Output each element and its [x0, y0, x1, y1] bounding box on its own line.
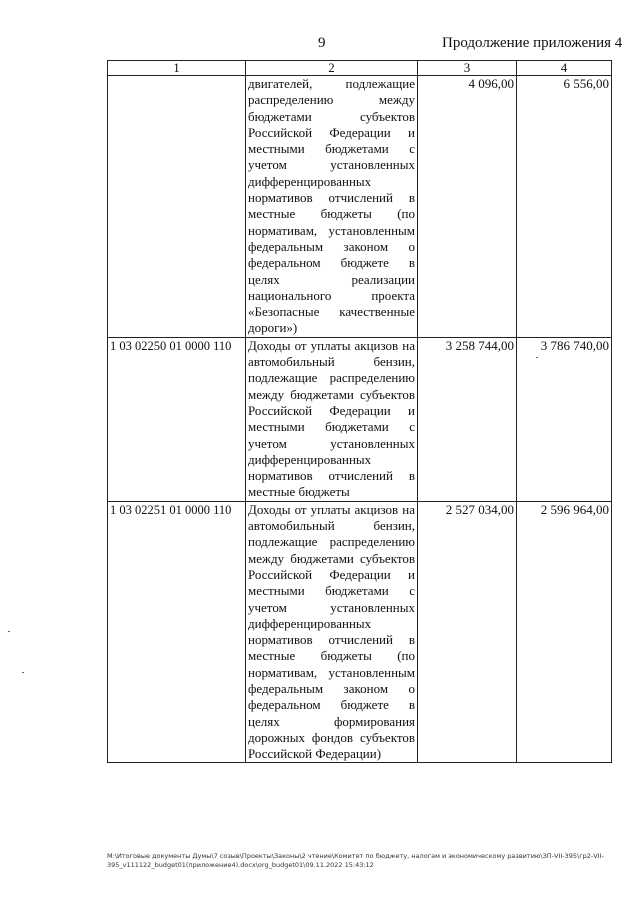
row-description: Доходы от уплаты акцизов на автомобильный бензин, подлежащие распределению между бюджетами субъектов Российской Федерации и местными бюджетами с учетом установленных дифференцированных нормативов отчислений в местные бюджеты (по нормативам, установленным федеральным законом о федеральном бюджете в целях формирования дорожных фондов субъектов Российской Федерации) — [246, 501, 418, 763]
row-value-3: 2 527 034,00 — [418, 501, 517, 763]
row-value-3: 4 096,00 — [418, 76, 517, 338]
scan-speck — [536, 357, 538, 358]
table-header-row — [108, 61, 612, 76]
table-row — [108, 337, 612, 501]
row-value-4: 6 556,00 — [517, 76, 612, 338]
table-row — [108, 76, 612, 338]
table-row — [108, 501, 612, 763]
row-value-4: 3 786 740,00 — [517, 337, 612, 501]
column-header-3: 3 — [418, 61, 517, 76]
row-description: двигателей, подлежащие распределению между бюджетами субъектов Российской Федерации и местными бюджетами с учетом установленных дифференцированных нормативов отчислений в местные бюджеты (по нормативам, установленным федеральным законом о федеральном бюджете в целях реализации национального проекта «Безопасные качественные дороги») — [246, 76, 418, 338]
continuation-label: Продолжение приложения 4 — [442, 35, 623, 51]
page-number: 9 — [318, 35, 326, 51]
row-code: 1 03 02250 01 0000 110 — [108, 337, 246, 501]
scan-speck — [22, 672, 24, 673]
column-header-4: 4 — [517, 61, 612, 76]
row-code: 1 03 02251 01 0000 110 — [108, 501, 246, 763]
row-value-4: 2 596 964,00 — [517, 501, 612, 763]
column-header-2: 2 — [246, 61, 418, 76]
row-code — [108, 76, 246, 338]
file-path-footer: М:\Итоговые документы Думы\7 созыв\Проекты\Законы\2 чтение\Комитет по бюджету, налогам и экономическому развитию\ЗП-VII-395\гр2-VII-395_v111122_budget01(приложение4).docx\org_budget01\09.11.2022 15:43:12 — [107, 852, 604, 869]
scan-speck — [8, 631, 10, 632]
row-value-3: 3 258 744,00 — [418, 337, 517, 501]
column-header-1: 1 — [108, 61, 246, 76]
budget-table — [107, 60, 612, 763]
row-description: Доходы от уплаты акцизов на автомобильный бензин, подлежащие распределению между бюджетами субъектов Российской Федерации и местными бюджетами с учетом установленных дифференцированных нормативов отчислений в местные бюджеты — [246, 337, 418, 501]
